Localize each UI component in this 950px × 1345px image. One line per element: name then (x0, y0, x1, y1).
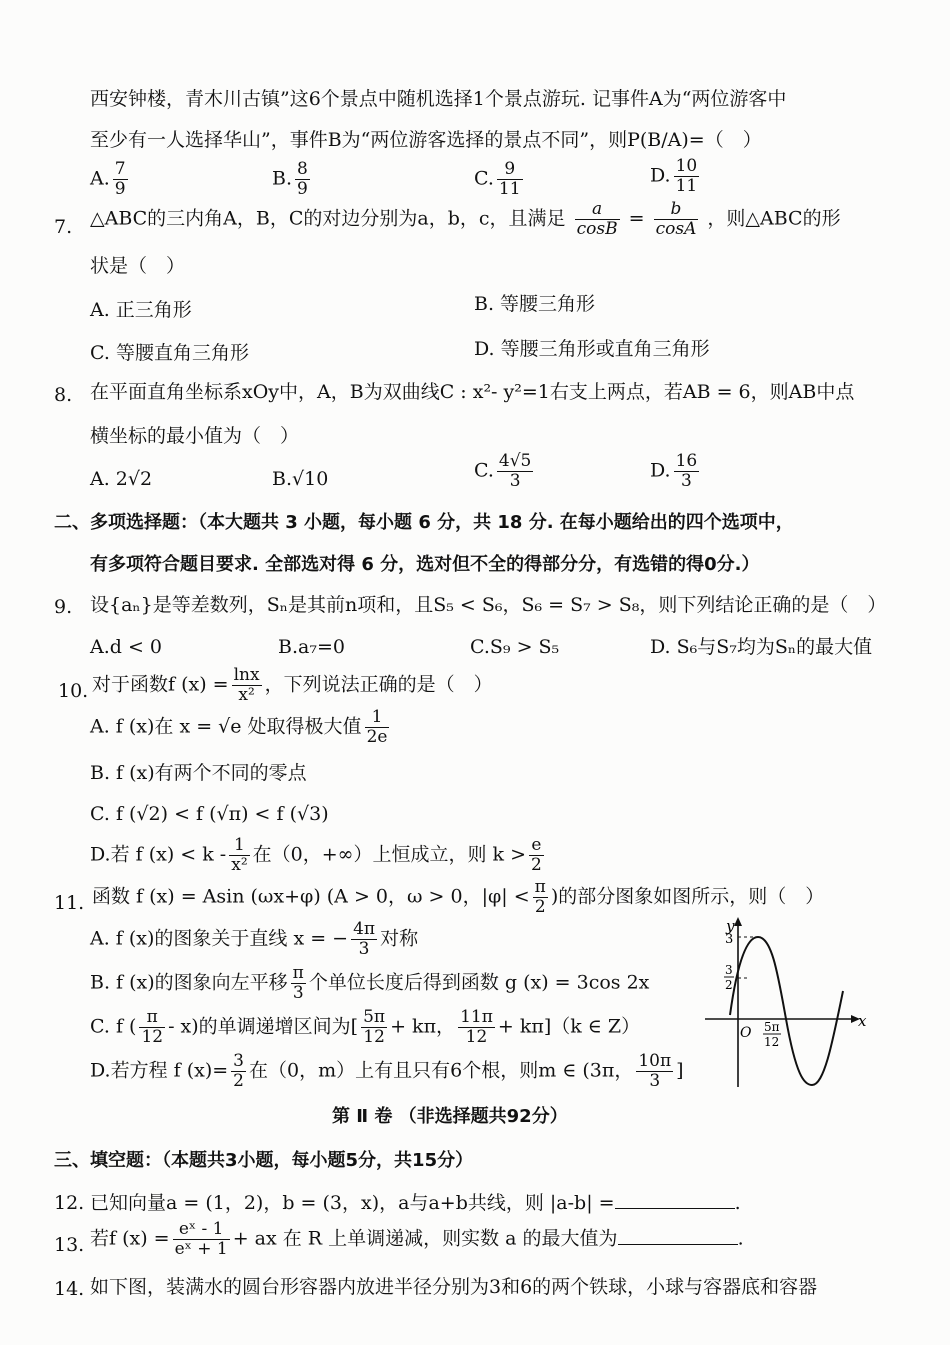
sine-graph (700, 915, 870, 1095)
q8-line1: 在平面直角坐标系xOy中，A，B为双曲线C : x²- y²=1右支上两点，若AB = 6，则AB中点 (90, 381, 855, 403)
q11-number: 11. (54, 892, 85, 914)
tick-3: 3 (725, 932, 734, 947)
q11-line1: 函数 f (x) = Asin (ωx+φ) (A > 0，ω > 0，|φ| < $\frac{\pi}{2}$ )的部分图象如图所示，则（ ） (92, 877, 825, 917)
q14-number: 14. (54, 1278, 85, 1300)
q13-line: 若f (x) = $\frac{\text{eˣ - 1}}{\text{eˣ + 1}}$ + ax 在 R 上单调递减，则实数 a 的最大值为 . (90, 1219, 744, 1259)
q8-option-b: B.√10 (272, 468, 329, 490)
section2-heading-line2: 有多项符合题目要求. 全部选对得 6 分，选对但不全的得部分分，有选错的得0分.） (90, 554, 760, 575)
section3-heading: 三、填空题：（本题共3小题，每小题5分，共15分） (54, 1150, 474, 1171)
q12-line: 已知向量a = (1，2)，b = (3，x)，a与a+b共线，则 |a-b| = . (90, 1192, 741, 1214)
q9-option-a: A.d < 0 (90, 636, 163, 658)
q6-option-d: D. $\frac{10}{11}$ (650, 156, 698, 196)
q10-number: 10. (58, 680, 89, 702)
q8-option-c: C. $\frac{4√5}{3}$ (474, 451, 532, 491)
q10-option-b: B. f (x)有两个不同的零点 (90, 762, 307, 784)
q12-number: 12. (54, 1192, 85, 1214)
q12-answer-blank[interactable] (615, 1190, 735, 1209)
q7-line1: △ABC的三内角A，B，C的对边分别为a，b，c，且满足 $\frac{a}{\cos B}$ = $\frac{b}{\cos A}$ ，则△ABC的形 (90, 199, 841, 239)
q11-option-d: D.若方程 f (x)= $\frac{3}{2}$ 在（0，m）上有且只有6个根，则m ∈ (3π， $\frac{10\pi}{3}$ ] (90, 1051, 684, 1091)
q11-option-a: A. f (x)的图象关于直线 x = − $\frac{4\pi}{3}$ 对称 (90, 919, 419, 959)
q10-option-d: D.若 f (x) < k - $\frac{1}{\text{x²}}$ 在（0，+∞）上恒成立，则 k > $\frac{e}{2}$ (90, 835, 542, 875)
tick-x-den: 12 (764, 1035, 780, 1049)
q9-line1: 设{aₙ}是等差数列，Sₙ是其前n项和，且S₅ < S₆，S₆ = S₇ > S₈，则下列结论正确的是（ ） (90, 594, 887, 616)
q6-option-b: B. $\frac{8}{9}$ (272, 159, 308, 199)
part2-title: 第 Ⅱ 卷 （非选择题共92分） (332, 1106, 568, 1127)
q13-number: 13. (54, 1234, 85, 1256)
q7-option-b: B. 等腰三角形 (474, 293, 596, 315)
y-label: y (726, 917, 735, 935)
q10-option-c: C. f (√2) < f (√π) < f (√3) (90, 803, 329, 825)
q9-number: 9. (54, 596, 73, 618)
origin-label: O (740, 1025, 752, 1041)
q6-option-c: C. $\frac{9}{11}$ (474, 159, 521, 199)
q7-number: 7. (54, 216, 73, 238)
q11-option-b: B. f (x)的图象向左平移 $\frac{\pi}{3}$ 个单位长度后得到函数 g (x) = 3cos 2x (90, 963, 650, 1003)
q6-line2: 至少有一人选择华山”，事件B为“两位游客选择的景点不同”，则P(B/A)=（ ） (90, 129, 762, 151)
q7-line2: 状是（ ） (90, 255, 186, 277)
tick-x-num: 5π (764, 1020, 780, 1034)
q10-line1: 对于函数f (x) = $\frac{\ln x}{\text{x²}}$ ，下列说法正确的是（ ） (92, 665, 493, 705)
q8-line2: 横坐标的最小值为（ ） (90, 425, 300, 447)
tick-32-den: 2 (725, 978, 733, 992)
q7-option-c: C. 等腰直角三角形 (90, 342, 249, 364)
q8-option-d: D. $\frac{16}{3}$ (650, 451, 698, 491)
q14-line1: 如下图，装满水的圆台形容器内放进半径分别为3和6的两个铁球，小球与容器底和容器 (90, 1276, 818, 1298)
q6-line1: 西安钟楼，青木川古镇”这6个景点中随机选择1个景点游玩. 记事件A为“两位游客中 (90, 88, 787, 110)
q9-option-c: C.S₉ > S₅ (470, 636, 560, 658)
section2-heading: 二、多项选择题：（本大题共 3 小题，每小题 6 分，共 18 分. 在每小题给出的四个选项中， (54, 512, 794, 533)
q9-option-b: B.a₇=0 (278, 636, 345, 658)
q8-number: 8. (54, 384, 73, 406)
sine-curve (730, 937, 843, 1085)
q7-option-a: A. 正三角形 (90, 299, 192, 321)
x-label: x (858, 1012, 867, 1030)
tick-32-num: 3 (725, 963, 733, 977)
q7-option-d: D. 等腰三角形或直角三角形 (474, 338, 710, 360)
q10-option-a: A. f (x)在 x = √e 处取得极大值 $\frac{1}{2e}$ (90, 707, 388, 747)
y-axis-arrow (734, 917, 742, 926)
q11-option-c: C. f ( $\frac{\pi}{12}$ - x)的单调递增区间为[ $\frac{5\pi}{12}$ + kπ， $\frac{11\pi}{12}$ + kπ]（k ∈ Z） (90, 1007, 641, 1047)
q13-answer-blank[interactable] (618, 1226, 738, 1245)
q8-option-a: A. 2√2 (90, 468, 153, 490)
q6-option-a: A. $\frac{7}{9}$ (90, 159, 126, 199)
q9-option-d: D. S₆与S₇均为Sₙ的最大值 (650, 636, 873, 658)
